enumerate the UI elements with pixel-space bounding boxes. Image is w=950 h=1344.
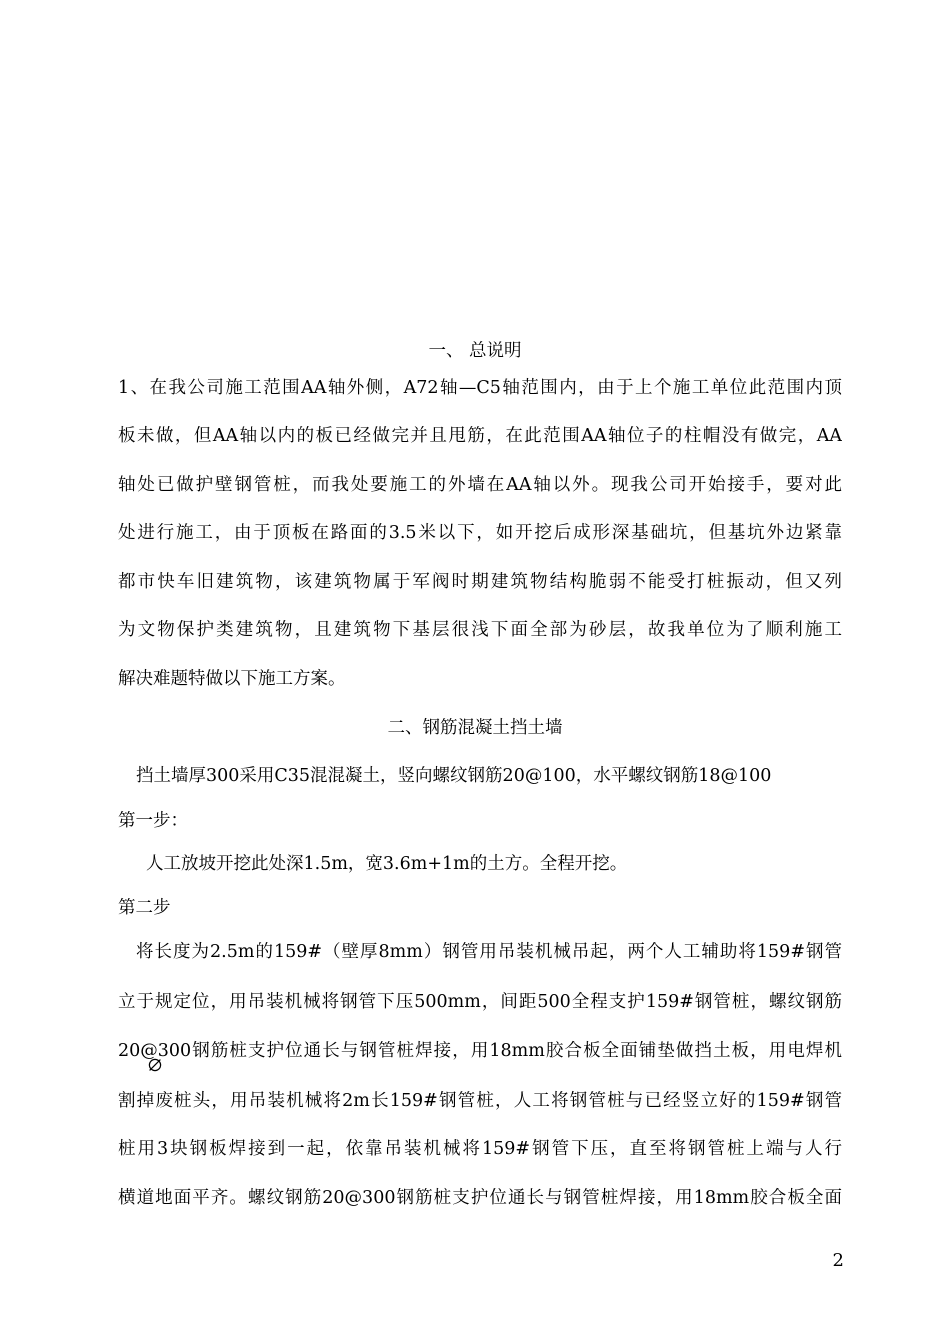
section-2-intro: 挡土墙厚300采用C35混混凝土，竖向螺纹钢筋20@100，水平螺纹钢筋18@100 (136, 766, 772, 786)
step-2-line-4: 割掉废桩头，用吊装机械将2m长159#钢管桩，人工将钢管桩与已经竖立好的159#钢管 (118, 1091, 842, 1111)
step-2-line-2: 立于规定位，用吊装机械将钢管下压500mm，间距500全程支护159#钢管桩，螺纹钢筋 (118, 992, 842, 1012)
step-1-label: 第一步： (118, 811, 188, 831)
step-1-text: 人工放坡开挖此处深1.5m，宽3.6m+1m的土方。全程开挖。 (146, 854, 628, 874)
step-2-line-5: 桩用3块钢板焊接到一起，依靠吊装机械将159#钢管下压，直至将钢管桩上端与人行 (118, 1139, 842, 1159)
section-2-title: 二、钢筋混凝土挡土墙 (387, 718, 563, 738)
step-2-label: 第二步 (118, 898, 171, 918)
section-1-title: 一、 总说明 (428, 341, 522, 361)
section-1-line-2: 板未做，但AA轴以内的板已经做完并且甩筋，在此范围AA轴位子的柱帽没有做完，AA (118, 426, 842, 446)
section-1-line-7: 解决难题特做以下施工方案。 (118, 669, 346, 689)
section-1-line-4: 处进行施工，由于顶板在路面的3.5米以下，如开挖后成形深基础坑，但基坑外边紧靠 (118, 523, 842, 543)
section-1-line-1: 1、在我公司施工范围AA轴外侧，A72轴—C5轴范围内，由于上个施工单位此范围内顶 (118, 378, 842, 398)
step-2-line-3: 20@300钢筋桩支护位通长与钢管桩焊接，用18mm胶合板全面铺垫做挡土板，用电焊机 (118, 1041, 842, 1061)
section-1-line-5: 都市快车旧建筑物，该建筑物属于军阀时期建筑物结构脆弱不能受打桩振动，但又列 (118, 572, 842, 592)
page-number: 2 (832, 1250, 844, 1271)
step-2-line-1: 将长度为2.5m的159#（壁厚8mm）钢管用吊装机械吊起，两个人工辅助将159#钢管 (136, 942, 842, 962)
diameter-symbol-icon (148, 1058, 162, 1072)
section-1-line-6: 为文物保护类建筑物，且建筑物下基层很浅下面全部为砂层，故我单位为了顺利施工 (118, 620, 842, 640)
section-1-line-3: 轴处已做护壁钢管桩，而我处要施工的外墙在AA轴以外。现我公司开始接手，要对此 (118, 475, 842, 495)
step-2-line-6: 横道地面平齐。螺纹钢筋20@300钢筋桩支护位通长与钢管桩焊接，用18mm胶合板全面 (118, 1188, 842, 1208)
